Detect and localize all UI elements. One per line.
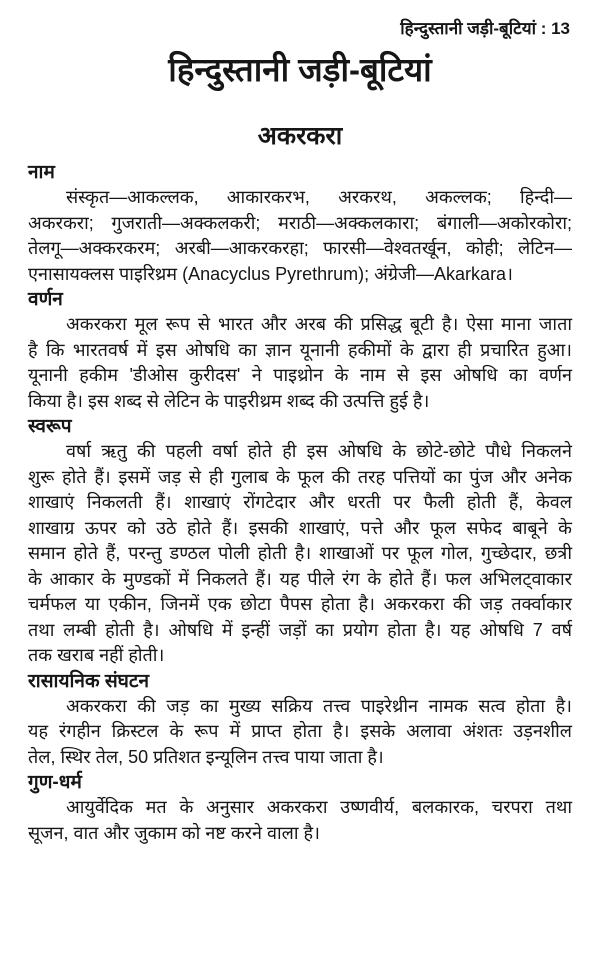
paragraph-line: शुरू होते हैं। इसमें जड़ से ही गुलाब के फूल की तरह पत्तियों का पुंज और अनेक [28,466,572,487]
paragraph-line: तेल, स्थिर तेल, 50 प्रतिशत इन्यूलिन तत्त्व पाया जाता है। [28,746,384,767]
article-body [28,160,572,846]
paragraph-line: किया है। इस शब्द से लेटिन के पाइरीथ्रम शब्द की उत्पत्ति हुई है। [28,390,430,411]
paragraph-line: एनासायक्लस पाइरिथ्रम (Anacyclus Pyrethrum); अंग्रेजी—Akarkara। [28,263,513,284]
paragraph-line: अकरकरा; गुजराती—अक्कलकरी; मराठी—अक्कलकारा; बंगाली—अकोरकोरा; [28,212,572,233]
page-title: हिन्दुस्तानी जड़ी-बूटियां [168,51,432,88]
section-heading: रासायनिक संघटन [28,670,150,692]
section-heading: स्वरूप [28,416,72,437]
section [28,287,572,414]
section-heading: वर्णन [28,289,63,310]
paragraph-line: शाखाएं निकलती हैं। शाखाएं रोंगटेदार और धरती पर फैली होती हैं, केवल [28,492,572,512]
paragraph-line: चर्मफल या एकीन, जिनमें एक छोटा पैपस होता है। अकरकरा की जड़ तर्क्वाकार [28,594,572,614]
section [28,160,572,287]
article-title: अकरकरा [257,122,343,150]
paragraph-line: तेलगू—अक्करकरम; अरबी—आकरकरहा; फारसी—वेश्वतर्खून, कोही; लेटिन— [28,238,572,258]
paragraph-line: यूनानी हकीम 'डीओस कुरीदस' ने पाइथ्रोन के नाम से इस ओषधि का वर्णन [28,365,572,385]
paragraph-line: के आकार के मुण्डकों में निकलते हैं। यह पीले रंग के होते हैं। फल अभिलट्वाकार [28,568,572,589]
paragraph-line: तथा लम्बी होती है। ओषधि में इन्हीं जड़ों का प्रयोग होता है। यह ओषधि 7 वर्ष [28,619,572,640]
paragraph-line: शाखाग्र ऊपर को उठे होते हैं। इसकी शाखाएं, पत्ते और फूल सफेद बाबूने के [28,517,572,538]
paragraph-line: वर्षा ऋतु की पहली वर्षा होते ही इस ओषधि के छोटे-छोटे पौधे निकलने [66,441,572,461]
paragraph-line: सूजन, वात और जुकाम को नष्ट करने वाला है। [28,822,320,843]
section [28,770,572,846]
running-header: हिन्दुस्तानी जड़ी-बूटियां : 13 [400,19,570,38]
paragraph-line: तक खराब नहीं होती। [28,645,165,665]
section [28,414,572,669]
paragraph-line: अकरकरा मूल रूप से भारत और अरब की प्रसिद्ध बूटी है। ऐसा माना जाता [66,314,572,334]
section-heading: गुण-धर्म [28,772,82,793]
paragraph-line: यह रंगहीन क्रिस्टल के रूप में प्राप्त होता है। इसके अलावा अंशतः उड़नशील [28,721,572,741]
paragraph-line: अकरकरा की जड़ का मुख्य सक्रिय तत्त्व पाइरेथ्रीन नामक सत्व होता है। [66,695,572,716]
paragraph-line: है कि भारतवर्ष में इस ओषधि का ज्ञान यूनानी हकीमों के द्वारा ही प्रचारित हुआ। [28,339,572,360]
section-heading: नाम [28,162,55,183]
paragraph-line: समान होते हैं, परन्तु डण्ठल पोली होती है। शाखाओं पर फूल गोल, गुच्छेदार, छत्री [28,543,572,563]
paragraph-line: संस्कृत—आकल्लक, आकारकरभ, अरकरथ, अकल्लक; हिन्दी— [66,187,572,207]
paragraph-line: आयुर्वेदिक मत के अनुसार अकरकरा उष्णवीर्य, बलकारक, चरपरा तथा [66,797,572,817]
section [28,669,572,771]
